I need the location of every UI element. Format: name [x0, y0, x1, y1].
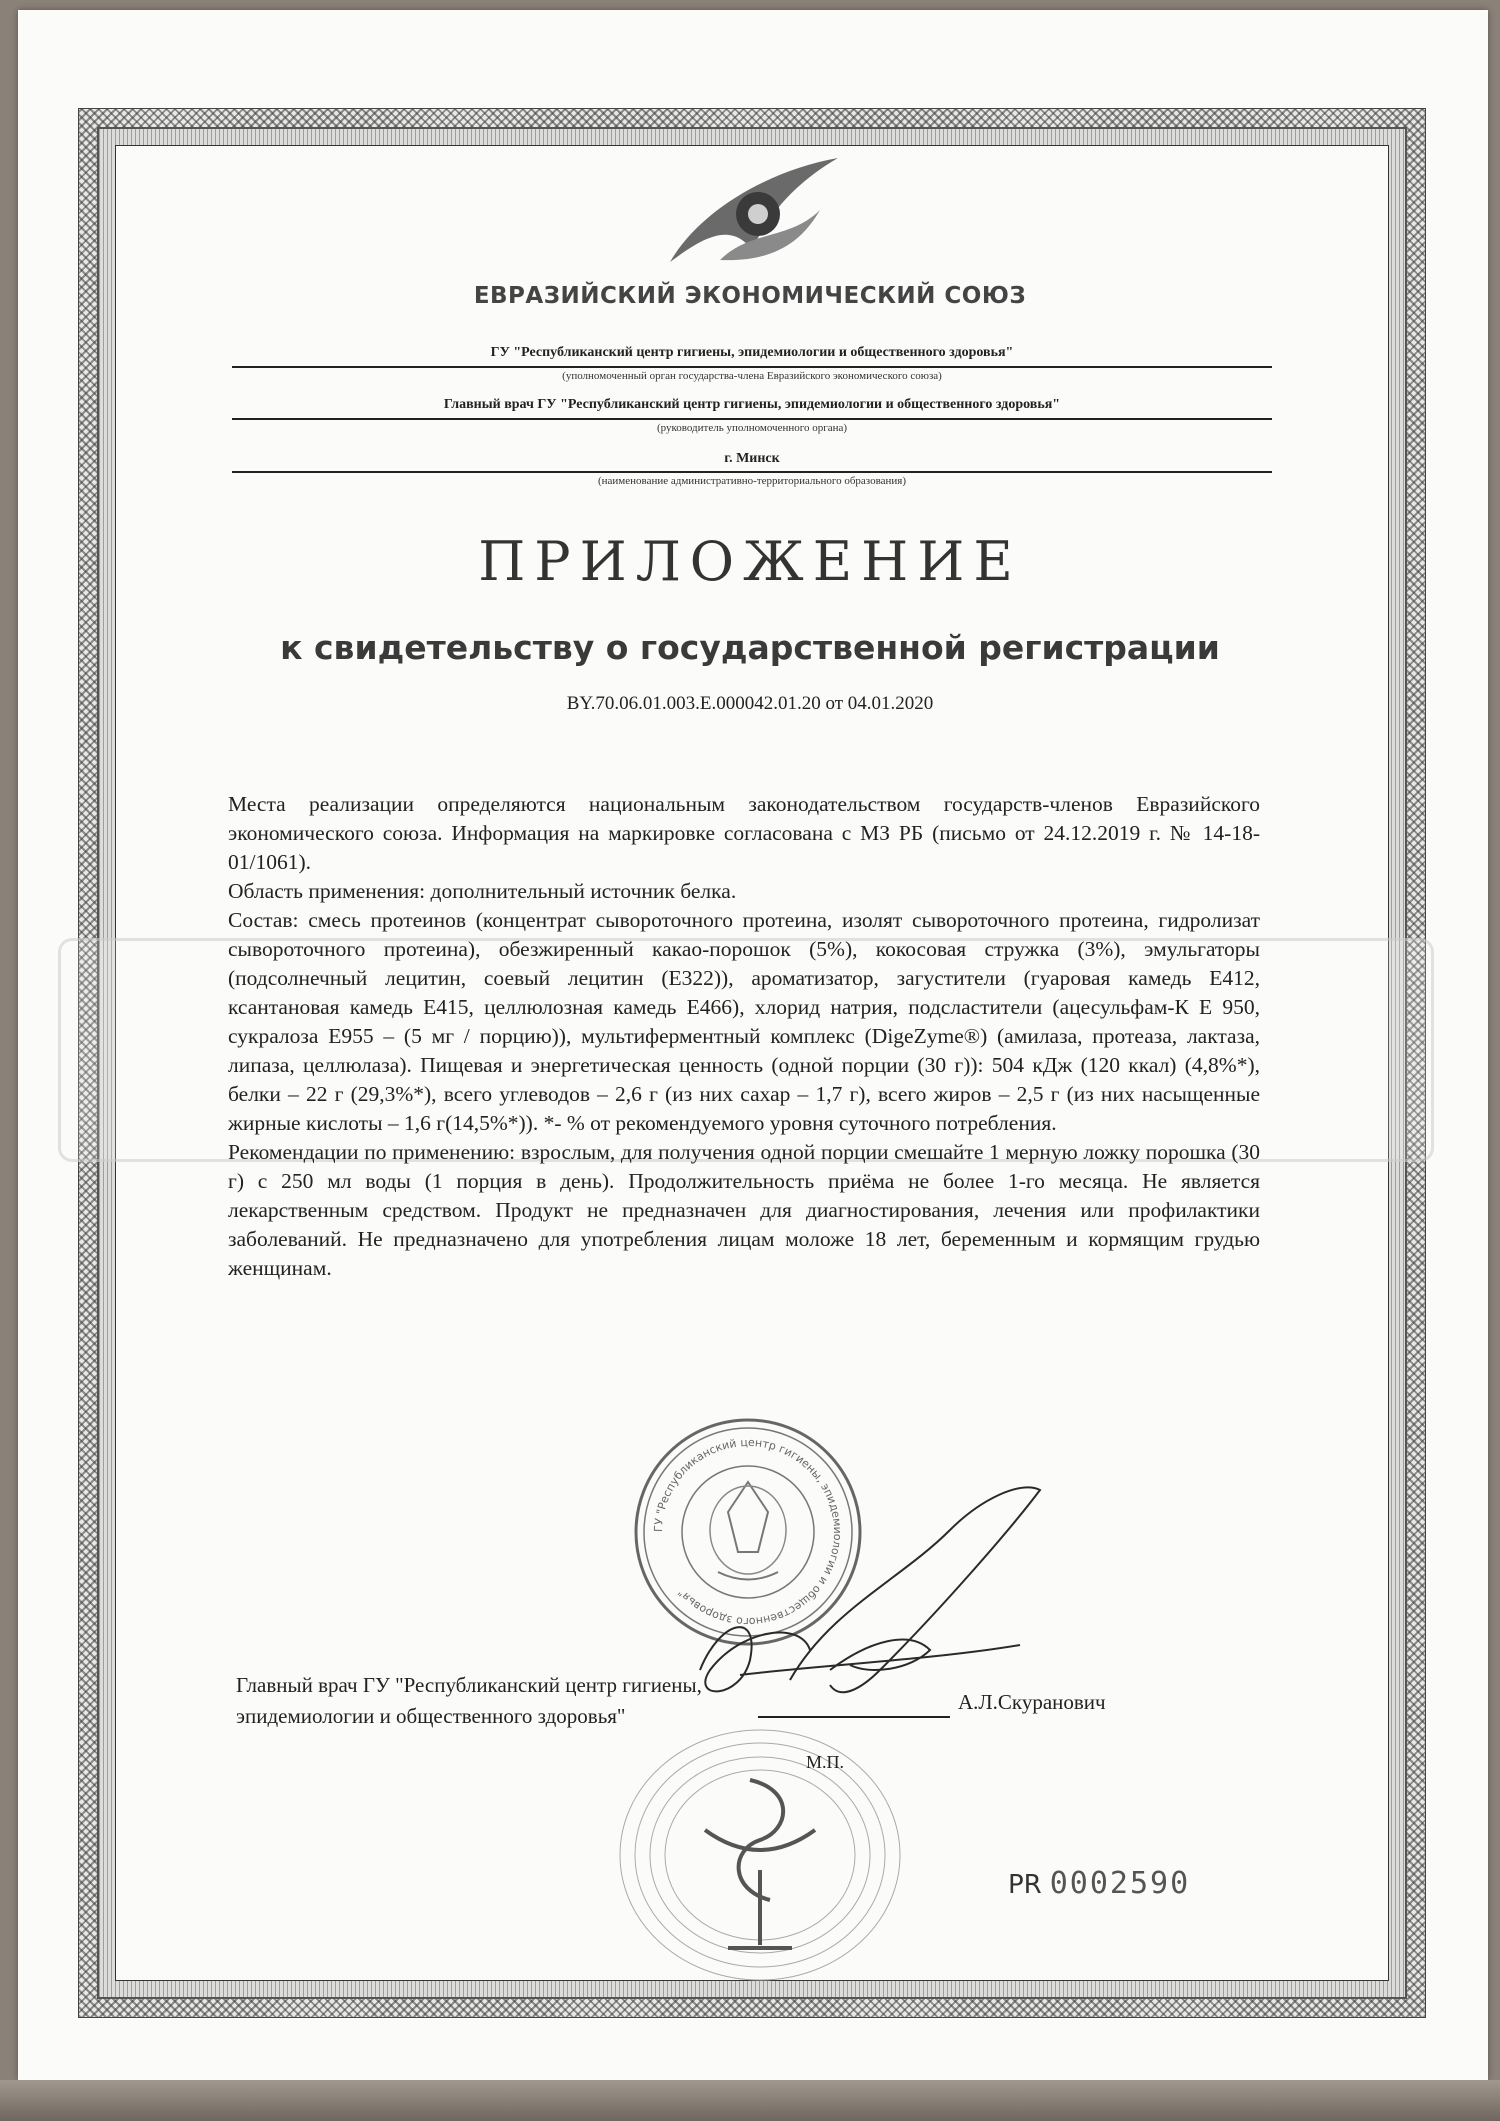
authority-rule	[232, 366, 1272, 368]
authority-hint: (уполномоченный орган государства-члена Евразийского экономического союза)	[562, 370, 942, 382]
serial-number	[1008, 1866, 1190, 1901]
hologram-emblem-icon	[610, 1720, 910, 1990]
union-name: ЕВРАЗИЙСКИЙ ЭКОНОМИЧЕСКИЙ СОЮЗ	[473, 283, 1027, 309]
paragraph-scope: Область применения: дополнительный источник белка.	[228, 879, 737, 903]
seal-text: ГУ "Республиканский центр гигиены, эпидемиологии и общественного здоровья"	[651, 1435, 845, 1629]
certificate-number: BY.70.06.01.003.Е.000042.01.20 от 04.01.2020	[566, 693, 934, 714]
page-subtitle: к свидетельству о государственной регистрации	[280, 628, 1220, 667]
stamp-place-label: М.П.	[806, 1752, 845, 1772]
eaeu-emblem-icon	[660, 150, 850, 270]
signatory-name: А.Л.Скуранович	[958, 1690, 1106, 1714]
head-rule	[232, 418, 1272, 420]
serial-prefix: PR	[1008, 1870, 1042, 1900]
paragraph-composition: Состав: смесь протеинов (концентрат сывороточного протеина, изолят сывороточного протеина, гидролизат сывороточного протеина), обезжиренный какао-порошок (5%), кокосовая стружка (3%), эмульгаторы (подсолнечный лецитин, соевый лецитин (Е322)), ароматизатор, загустители (гуаровая камедь Е412, ксантановая камедь Е415, целлюлозная камедь Е466), хлорид натрия, подсластители (ацесульфам-К Е 950, сукралоза Е955 – (5 мг / порцию)), мультиферментный комплекс (DigeZyme®) (амилаза, протеаза, лактаза, липаза, целлюлаза). Пищевая и энергетическая ценность (одной порции (30 г)): 504 кДж (120 ккал) (4,8%*), белки – 22 г (29,3%*), всего углеводов – 2,6 г (из них сахар – 1,7 г), всего жиров – 2,5 г (из них насыщенные жирные кислоты – 1,6 г(14,5%*)). *- % от рекомендуемого уровня суточного потребления.	[228, 908, 1260, 1135]
body-text	[228, 790, 1260, 1283]
city-name: г. Минск	[724, 451, 780, 466]
head-name: Главный врач ГУ "Республиканский центр гигиены, эпидемиологии и общественного здоровья"	[443, 397, 1061, 412]
head-hint: (руководитель уполномоченного органа)	[656, 422, 848, 434]
city-hint: (наименование административно-территориального образования)	[597, 475, 907, 487]
table-surface	[0, 2080, 1500, 2121]
city-rule	[232, 471, 1272, 473]
serial-digits: 0002590	[1049, 1866, 1191, 1901]
signature-line	[758, 1716, 950, 1718]
paragraph-sales: Места реализации определяются национальным законодательством государств-членов Евразийского экономического союза. Информация на маркировке согласована с МЗ РБ (письмо от 24.12.2019 г. № 14-18-01/1061).	[228, 792, 1260, 874]
paragraph-recommendations: Рекомендации по применению: взрослым, для получения одной порции смешайте 1 мерную ложку порошка (30 г) с 250 мл воды (1 порция в день). Продолжительность приёма не более 1-го месяца. Не является лекарственным средством. Продукт не предназначен для диагностирования, лечения или профилактики заболеваний. Не предназначено для употребления лицам моложе 18 лет, беременным и кормящим грудью женщинам.	[228, 1140, 1260, 1280]
page-title: ПРИЛОЖЕНИЕ	[478, 530, 1022, 593]
authority-name: ГУ "Республиканский центр гигиены, эпидемиологии и общественного здоровья"	[490, 345, 1014, 360]
signatory-position: Главный врач ГУ "Республиканский центр гигиены, эпидемиологии и общественного здоровья"	[236, 1673, 702, 1728]
